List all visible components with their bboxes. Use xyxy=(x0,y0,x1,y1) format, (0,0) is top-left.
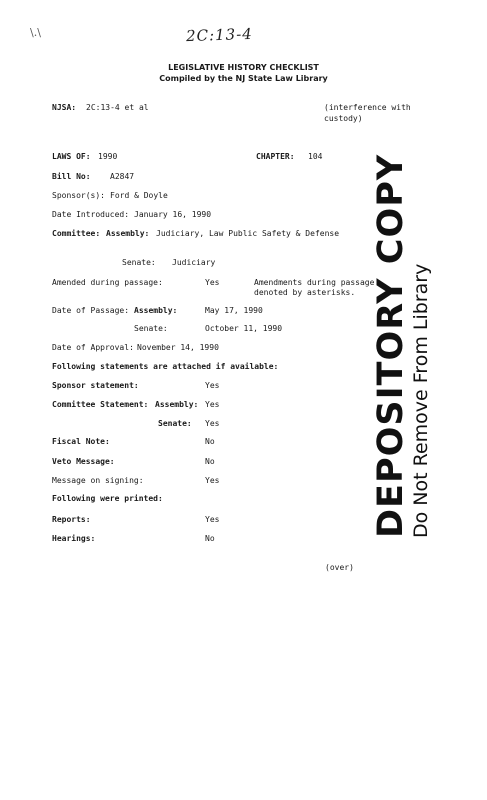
committee-assembly-value: Judiciary, Law Public Safety & Defense xyxy=(156,229,340,238)
committee-statement-assembly-label: Assembly: xyxy=(155,400,199,409)
veto-message-label: Veto Message: xyxy=(52,457,115,466)
stamp-do-not-remove: Do Not Remove From Library xyxy=(410,263,432,538)
date-of-approval-label: Date of Approval: xyxy=(52,343,134,352)
handwritten-statute-number: 2C:13-4 xyxy=(185,24,254,46)
passage-senate-label: Senate: xyxy=(134,324,168,333)
over-note: (over) xyxy=(325,563,354,572)
committee-statement-senate-label: Senate: xyxy=(158,419,192,428)
njsa-label: NJSA: xyxy=(52,103,77,112)
document-title: LEGISLATIVE HISTORY CHECKLIST xyxy=(168,63,319,72)
njsa-value: 2C:13-4 et al xyxy=(86,103,149,112)
depository-stamp xyxy=(371,153,452,541)
message-on-signing-value: Yes xyxy=(205,476,220,485)
date-introduced-label: Date Introduced: xyxy=(52,210,130,219)
committee-statement-assembly-value: Yes xyxy=(205,400,220,409)
date-of-approval-value: November 14, 1990 xyxy=(137,343,219,352)
reports-label: Reports: xyxy=(52,515,91,524)
document-subtitle: Compiled by the NJ State Law Library xyxy=(159,74,328,83)
passage-assembly-value: May 17, 1990 xyxy=(205,306,263,315)
veto-message-value: No xyxy=(205,457,215,466)
following-statements-heading: Following statements are attached if available: xyxy=(52,362,279,371)
fiscal-note-label: Fiscal Note: xyxy=(52,437,110,446)
fiscal-note-value: No xyxy=(205,437,215,446)
committee-senate-value: Judiciary xyxy=(172,258,216,267)
date-of-passage-label: Date of Passage: xyxy=(52,306,130,315)
committee-label: Committee: xyxy=(52,229,101,238)
amended-note-line2: denoted by asterisks. xyxy=(254,288,356,297)
chapter-value: 104 xyxy=(308,152,323,161)
sponsors-label: Sponsor(s): xyxy=(52,191,105,200)
committee-senate-label: Senate: xyxy=(122,258,156,267)
sponsor-statement-label: Sponsor statement: xyxy=(52,381,139,390)
amended-value: Yes xyxy=(205,278,220,287)
laws-of-value: 1990 xyxy=(98,152,118,161)
following-printed-heading: Following were printed: xyxy=(52,494,163,503)
njsa-note-line1: (interference with xyxy=(324,103,411,112)
njsa-note-line2: custody) xyxy=(324,114,363,123)
hearings-value: No xyxy=(205,534,215,543)
passage-senate-value: October 11, 1990 xyxy=(205,324,283,333)
committee-statement-label: Committee Statement: xyxy=(52,400,149,409)
amended-note-line1: Amendments during passage xyxy=(254,278,375,287)
date-introduced-value: January 16, 1990 xyxy=(134,210,212,219)
committee-assembly-label: Assembly: xyxy=(106,229,150,238)
hearings-label: Hearings: xyxy=(52,534,96,543)
bill-no-value: A2847 xyxy=(110,172,135,181)
passage-assembly-label: Assembly: xyxy=(134,306,178,315)
message-on-signing-label: Message on signing: xyxy=(52,476,144,485)
sponsors-value: Ford & Doyle xyxy=(110,191,168,200)
reports-value: Yes xyxy=(205,515,220,524)
bill-no-label: Bill No: xyxy=(52,172,91,181)
committee-statement-senate-value: Yes xyxy=(205,419,220,428)
amended-label: Amended during passage: xyxy=(52,278,163,287)
sponsor-statement-value: Yes xyxy=(205,381,220,390)
chapter-label: CHAPTER: xyxy=(256,152,295,161)
corner-scan-mark: \.\ xyxy=(30,26,41,39)
stamp-depository-copy: DEPOSITORY COPY xyxy=(371,153,411,538)
laws-of-label: LAWS OF: xyxy=(52,152,91,161)
